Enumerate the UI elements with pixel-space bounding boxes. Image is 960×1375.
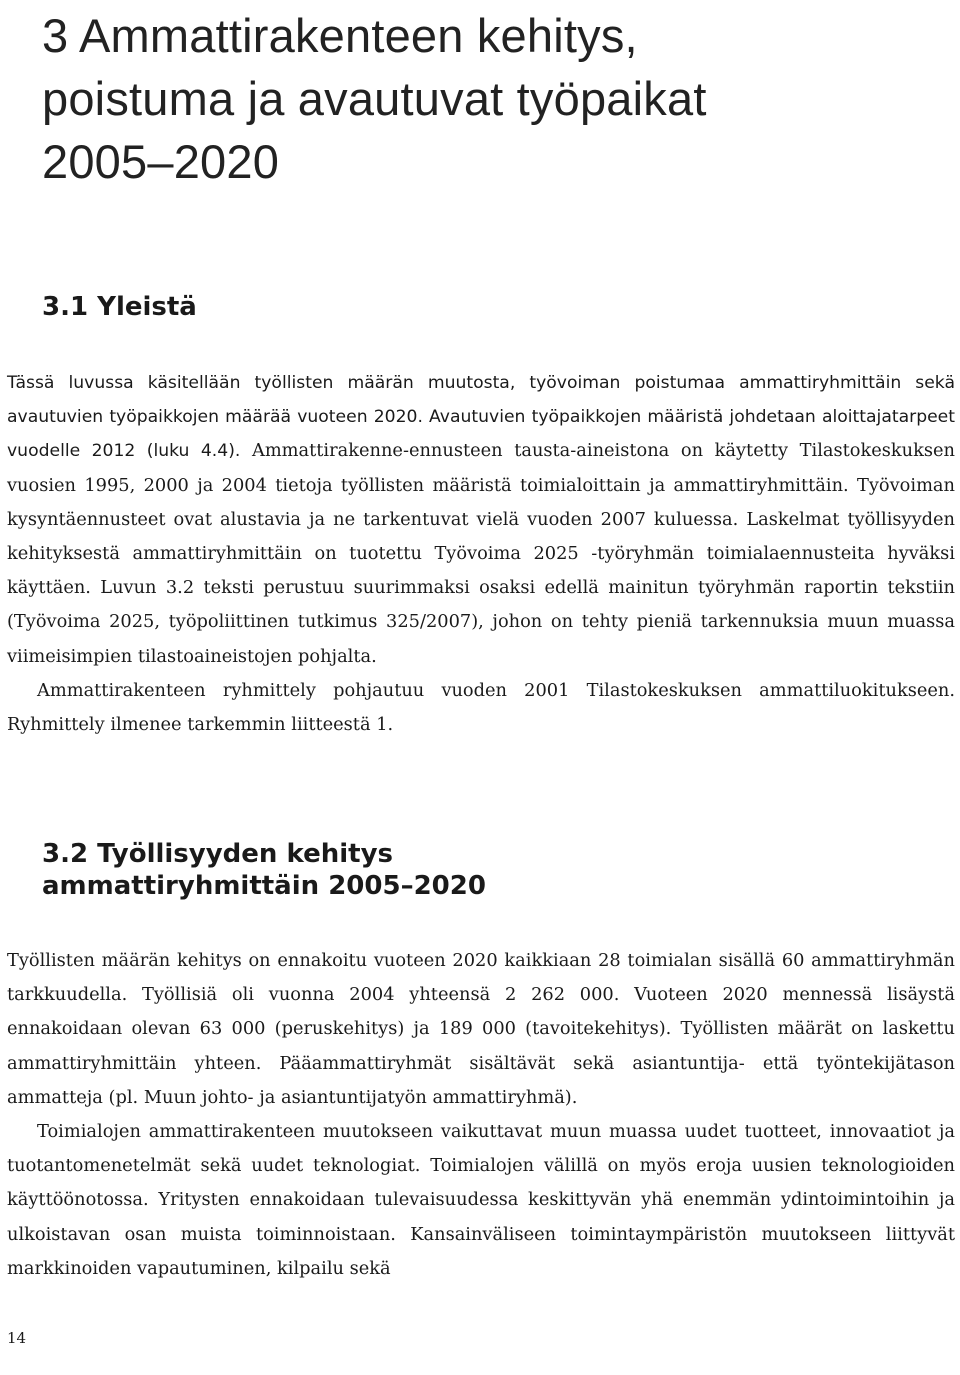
paragraph-text: Ammattirakenne-ennusteen tausta-aineistona on käytetty Tilastokeskuksen vuosien 1995, 2000 ja 2004 tietoja työllisten määristä toimialoittain ja ammattiryhmittäin. Työvoiman kysyntäennusteet ovat alustavia ja ne tarkentuvat vielä vuoden 2007 kuluessa. Laskelmat työllisyyden kehityksestä ammattiryhmittäin on tuotettu Työvoima 2025 -työryhmän toimialaennusteita hyväksi käyttäen. Luvun 3.2 teksti perustuu suurimmaksi osaksi edellä mainitun työryhmän raportin tekstiin (Työvoima 2025, työpoliittinen tutkimus 325/2007), johon on tehty pieniä tarkennuksia muun muassa viimeisimpien tilastoaineistojen pohjalta. <box>7 440 955 667</box>
paragraph-text: Toimialojen ammattirakenteen muutokseen vaikuttavat muun muassa uudet tuotteet, innovaatiot ja tuotantomenetelmät sekä uudet teknologiat. Toimialojen välillä on myös eroja uusien teknologioiden käyttöönotossa. Yritysten ennakoidaan tulevaisuudessa keskittyvän yhä enemmän ydintoimintoihin ja ulkoistavan osan muista toiminnoistaan. Kansainväliseen toimintaympäristön muutokseen liittyvät markkinoiden vapautuminen, kilpailu sekä <box>7 1121 955 1279</box>
section-heading-line: ammattiryhmittäin 2005–2020 <box>42 871 486 901</box>
paragraph-text: Työllisten määrän kehitys on ennakoitu vuoteen 2020 kaikkiaan 28 toimialan sisällä 60 ammattiryhmän tarkkuudella. Työllisiä oli vuonna 2004 yhteensä 2 262 000. Vuoteen 2020 mennessä lisäystä ennakoidaan olevan 63 000 (peruskehitys) ja 189 000 (tavoitekehitys). Työllisten määrät on laskettu ammattiryhmittäin yhteen. Pääammattiryhmät sisältävät sekä asiantuntija- että työntekijätason ammatteja (pl. Muun johto- ja asiantuntijatyön ammattiryhmä). <box>7 950 955 1108</box>
paragraph <box>7 366 955 674</box>
chapter-title-line: poistuma ja avautuvat työpaikat <box>42 72 707 125</box>
paragraph <box>7 1115 955 1286</box>
section-3-2-body <box>7 944 955 1286</box>
chapter-title-line: 2005–2020 <box>42 135 280 188</box>
paragraph-text: Ammattirakenteen ryhmittely pohjautuu vuoden 2001 Tilastokeskuksen ammattiluokitukseen. Ryhmittely ilmenee tarkemmin liitteestä 1. <box>7 679 955 736</box>
section-heading-line: 3.2 Työllisyyden kehitys <box>42 839 393 869</box>
page-number: 14 <box>7 1329 27 1347</box>
paragraph-lead-text: Tässä luvussa käsitellään työllisten määrän muutosta, työvoiman poistumaa ammattiryhmittäin sekä avautuvien työpaikkojen määrää vuoteen 2020. Avautuvien työpaikkojen määristä johdetaan aloittajatarpeet vuodelle 2012 (luku 4.4). <box>7 373 955 462</box>
chapter-title-line: 3 Ammattirakenteen kehitys, <box>42 9 638 62</box>
paragraph <box>7 674 955 742</box>
paragraph <box>7 944 955 1115</box>
section-heading-3-1 <box>42 291 197 323</box>
section-heading-3-2 <box>42 838 486 902</box>
chapter-title <box>42 4 942 193</box>
section-3-1-body <box>7 366 955 742</box>
section-heading-line: 3.1 Yleistä <box>42 292 197 322</box>
